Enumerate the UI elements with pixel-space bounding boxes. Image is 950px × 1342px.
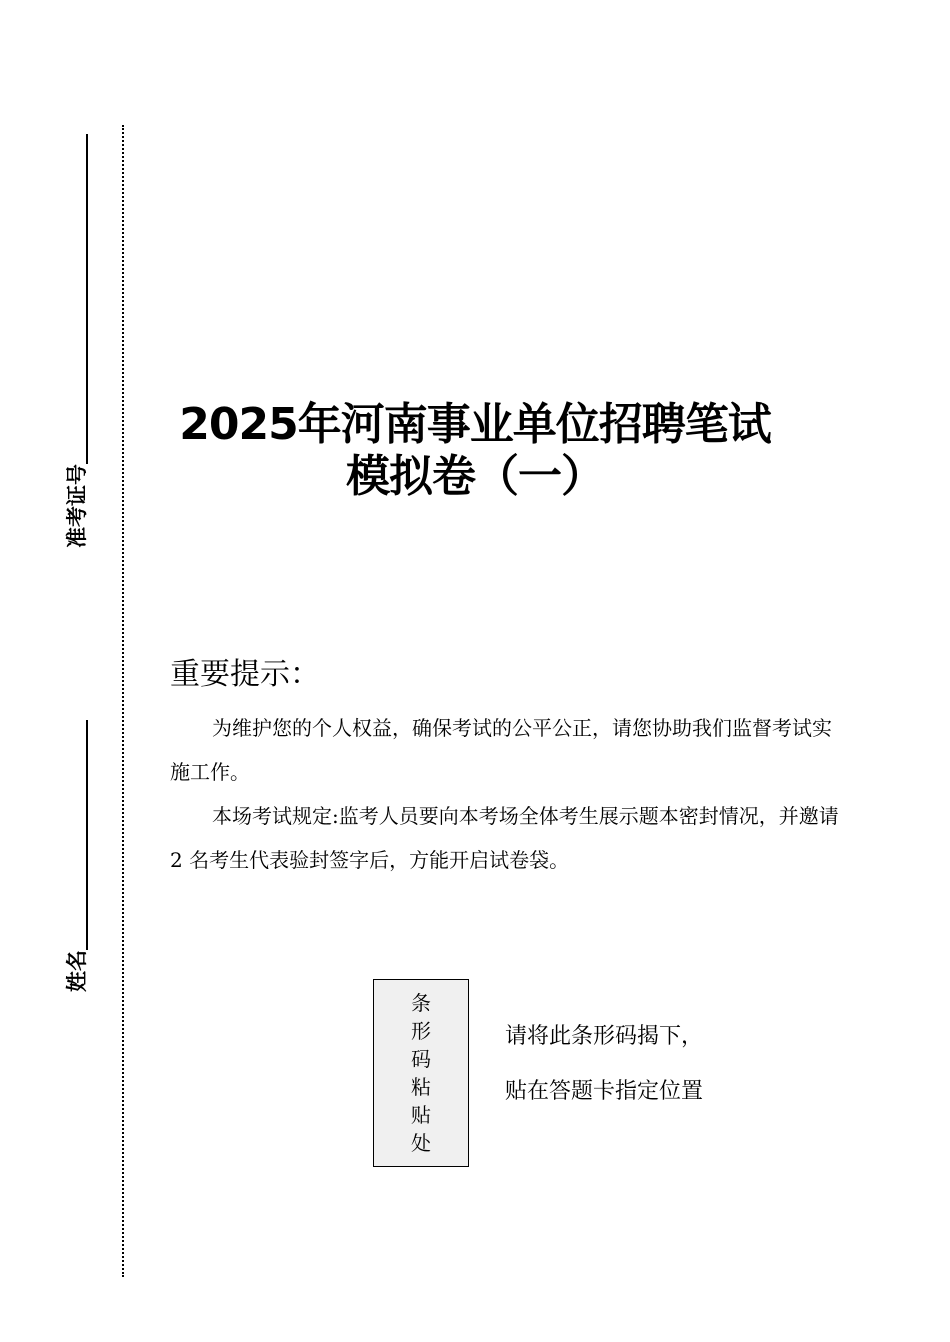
notice-paragraph-1: 为维护您的个人权益，确保考试的公平公正，请您协助我们监督考试实施工作。 [170, 716, 832, 784]
exam-id-label: 准考证号 [65, 464, 89, 548]
exam-id-field [62, 464, 172, 578]
barcode-label-char: 处 [411, 1131, 431, 1155]
notice-paragraph-2: 本场考试规定:监考人员要向本考场全体考生展示题本密封情况，并邀请 2 名考生代表验封签字后，方能开启试卷袋。 [170, 804, 839, 872]
binding-dotted-line [122, 125, 124, 1277]
barcode-label-char: 条 [411, 991, 431, 1015]
barcode-instruction-line-2: 贴在答题卡指定位置 [505, 1079, 704, 1104]
title-line-1: 2025年河南事业单位招聘笔试 [179, 399, 771, 450]
title-line-2: 模拟卷（一） [346, 451, 604, 502]
name-field [62, 950, 172, 1022]
notice-heading: 重要提示： [170, 657, 320, 692]
name-label: 姓名 [65, 950, 89, 992]
barcode-label-char: 形 [411, 1019, 431, 1043]
name-blank[interactable] [64, 720, 88, 950]
barcode-sticker-area [373, 979, 469, 1167]
barcode-label-char: 粘 [411, 1075, 431, 1099]
barcode-label-char: 码 [411, 1047, 431, 1071]
barcode-instruction-line-1: 请将此条形码揭下， [505, 1024, 704, 1049]
barcode-label-char: 贴 [411, 1103, 431, 1127]
